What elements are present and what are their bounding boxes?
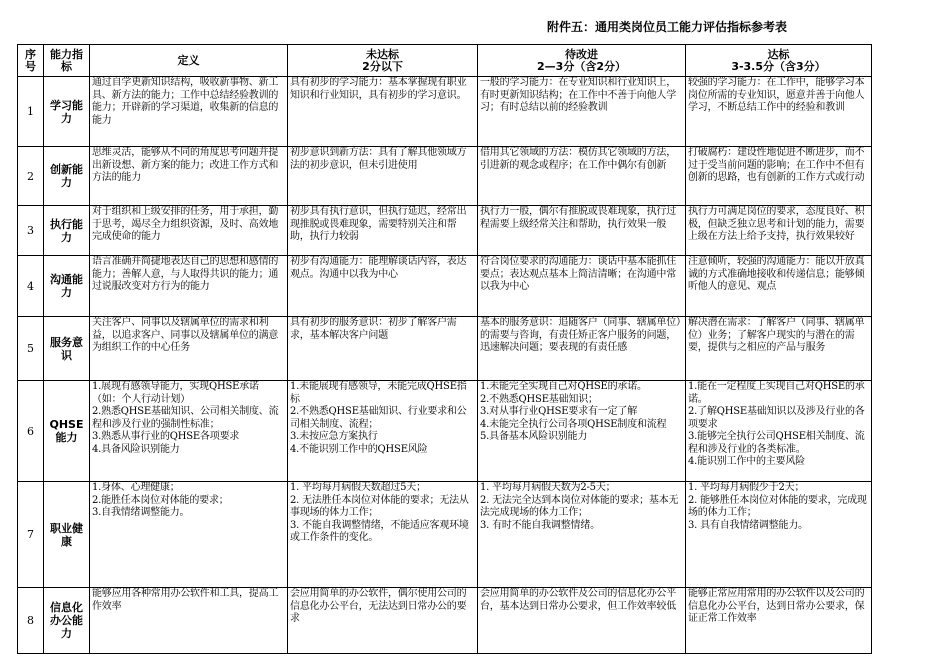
ability-name: 学习能力	[44, 77, 90, 147]
row-number: 2	[18, 147, 44, 206]
ability-name: 沟通能力	[44, 256, 90, 317]
header-to-improve	[478, 45, 686, 77]
header-below-standard	[288, 45, 478, 77]
table-row	[18, 147, 872, 206]
definition-cell: 1.身体、心理健康； 2.能胜任本岗位对体能的要求； 3.自我情绪调整能力。	[90, 482, 288, 588]
row-number: 3	[18, 206, 44, 256]
ability-name: QHSE能力	[44, 381, 90, 482]
header-meet-label: 达标	[767, 47, 790, 61]
definition-cell: 关注客户、同事以及辖属单位的需求和利益，以追求客户、同事以及辖属单位的满意为组织工作的中心任务	[90, 317, 288, 381]
header-seq: 序号	[18, 45, 44, 77]
to-improve-cell: 1.未能完全实现自己对QHSE的承诺。 2.不熟悉QHSE基础知识； 3.对从事行业QHSE要求有一定了解 4.未能完全执行公司各项QHSE制度和流程 5.具备基本风险识别能力	[478, 381, 686, 482]
ability-name: 创新能力	[44, 147, 90, 206]
table-row	[18, 588, 872, 654]
to-improve-cell: 一般的学习能力：在专业知识和行业知识上，有时更新知识结构；在工作中不善于向他人学习；有时总结以前的经验教训	[478, 77, 686, 147]
to-improve-cell: 基本的服务意识：追随客户（同事、辖属单位）的需要与咨询，有责任矫正客户服务的问题，迅速解决问题；要表现的有责任感	[478, 317, 686, 381]
row-number: 5	[18, 317, 44, 381]
header-improve-label: 待改进	[565, 47, 598, 61]
meet-standard-cell: 1. 平均每月病假少于2天； 2. 能够胜任本岗位对体能的要求，完成现场的体力工作； 3. 具有自我情绪调整能力。	[686, 482, 872, 588]
ability-table	[17, 44, 872, 654]
meet-standard-cell: 能够正常应用常用的办公软件以及公司的信息化办公平台，达到日常办公要求，保证正常工作效率	[686, 588, 872, 654]
table-row	[18, 256, 872, 317]
ability-name: 执行能力	[44, 206, 90, 256]
definition-cell: 语言准确并简捷地表达自己的思想和感情的能力；善解人意，与人取得共识的能力；通过说服改变对方行为的能力	[90, 256, 288, 317]
table-row	[18, 482, 872, 588]
below-standard-cell: 初步意识到新方法：具有了解其他领域方法的初步意识，但未引进使用	[288, 147, 478, 206]
row-number: 4	[18, 256, 44, 317]
header-below-label: 未达标	[366, 47, 399, 61]
definition-cell: 1.展现有感领导能力，实现QHSE承诺（如：个人行动计划） 2.熟悉QHSE基础知识、公司相关制度、流程和涉及行业的强制性标准； 3.熟悉从事行业的QHSE各项要求 4.具备风险识别能力	[90, 381, 288, 482]
header-ability: 能力指标	[44, 45, 90, 77]
meet-standard-cell: 解决潜在需求：了解客户（同事、辖属单位）业务；了解客户现实的与潜在的需要，提供与之相应的产品与服务	[686, 317, 872, 381]
header-meet-standard	[686, 45, 872, 77]
below-standard-cell: 具有初步的学习能力：基本掌握现有职业知识和行业知识，具有初步的学习意识。	[288, 77, 478, 147]
row-number: 6	[18, 381, 44, 482]
to-improve-cell: 符合岗位要求的沟通能力：谈话中基本能抓住要点；表达观点基本上简洁清晰；在沟通中常以我为中心	[478, 256, 686, 317]
table-row	[18, 206, 872, 256]
definition-cell: 能够应用各种常用办公软件和工具，提高工作效率	[90, 588, 288, 654]
row-number: 8	[18, 588, 44, 654]
row-number: 7	[18, 482, 44, 588]
table-row	[18, 77, 872, 147]
ability-name: 职业健康	[44, 482, 90, 588]
header-row	[18, 45, 872, 77]
to-improve-cell: 执行力一般，偶尔有推脱或畏难现象，执行过程需要上级经常关注和帮助，执行效果一般	[478, 206, 686, 256]
to-improve-cell: 会应用简单的办公软件及公司的信息化办公平台，基本达到日常办公要求，但工作效率较低	[478, 588, 686, 654]
to-improve-cell: 借用其它领域的方法：模仿其它领域的方法，引进新的观念或程序；在工作中偶尔有创新	[478, 147, 686, 206]
document-title: 附件五：通用类岗位员工能力评估指标参考表	[547, 20, 788, 34]
meet-standard-cell: 较强的学习能力：在工作中，能够学习本岗位所需的专业知识，愿意并善于向他人学习，不断总结工作中的经验和教训	[686, 77, 872, 147]
below-standard-cell: 具有初步的服务意识：初步了解客户需求，基本解决客户问题	[288, 317, 478, 381]
meet-standard-cell: 1.能在一定程度上实现自己对QHSE的承诺。 2.了解QHSE基础知识以及涉及行业的各项要求 3.能够完全执行公司QHSE相关制度、流程和涉及行业的各类标准。 4.能识别工作中的主要风险	[686, 381, 872, 482]
below-standard-cell: 1.未能展现有感领导，未能完成QHSE指标 2.不熟悉QHSE基础知识、行业要求和公司相关制度、流程； 3.未按应急方案执行 4.不能识别工作中的QHSE风险	[288, 381, 478, 482]
meet-standard-cell: 打破腐朽：建设性地促进不断进步，而不过于受当前问题的影响；在工作中不但有创新的思路，也有创新的工作方式或行动	[686, 147, 872, 206]
below-standard-cell: 会应用简单的办公软件，偶尔使用公司的信息化办公平台，无法达到日常办公的要求	[288, 588, 478, 654]
below-standard-cell: 初步有沟通能力：能理解谈话内容，表达观点。沟通中以我为中心	[288, 256, 478, 317]
table-row	[18, 317, 872, 381]
below-standard-cell: 1. 平均每月病假天数超过5天； 2. 无法胜任本岗位对体能的要求；无法从事现场的体力工作； 3. 不能自我调整情绪，不能适应客观环境或工作条件的变化。	[288, 482, 478, 588]
header-improve-score: 2—3分（含2分）	[537, 59, 626, 73]
table-row	[18, 381, 872, 482]
header-below-score: 2分以下	[362, 59, 403, 73]
definition-cell: 思维灵活，能够从不同的角度思考问题并提出新设想、新方案的能力；改进工作方式和方法的能力	[90, 147, 288, 206]
header-definition: 定义	[90, 45, 288, 77]
below-standard-cell: 初步具有执行意识，但执行延迟，经常出现推脱或畏难现象，需要特别关注和帮助，执行力较弱	[288, 206, 478, 256]
ability-name: 信息化办公能力	[44, 588, 90, 654]
ability-name: 服务意识	[44, 317, 90, 381]
to-improve-cell: 1. 平均每月病假天数为2-5天； 2. 无法完全达到本岗位对体能的要求；基本无法完成现场的体力工作； 3. 有时不能自我调整情绪。	[478, 482, 686, 588]
meet-standard-cell: 执行力可满足岗位的要求，态度良好、积极，但缺乏独立思考和计划的能力，需要上级在方法上给予支持，执行效果较好	[686, 206, 872, 256]
row-number: 1	[18, 77, 44, 147]
meet-standard-cell: 注意倾听，较强的沟通能力：能以开放真诚的方式准确地接收和传递信息；能够倾听他人的意见、观点	[686, 256, 872, 317]
definition-cell: 对于组织和上级安排的任务，用于承担，勤于思考，竭尽全力组织资源，及时、高效地完成使命的能力	[90, 206, 288, 256]
definition-cell: 通过自学更新知识结构，吸收新事物、新工具、新方法的能力；工作中总结经验教训的能力；开辟新的学习渠道，收集新的信息的能力	[90, 77, 288, 147]
header-meet-score: 3-3.5分（含3分）	[731, 59, 826, 73]
